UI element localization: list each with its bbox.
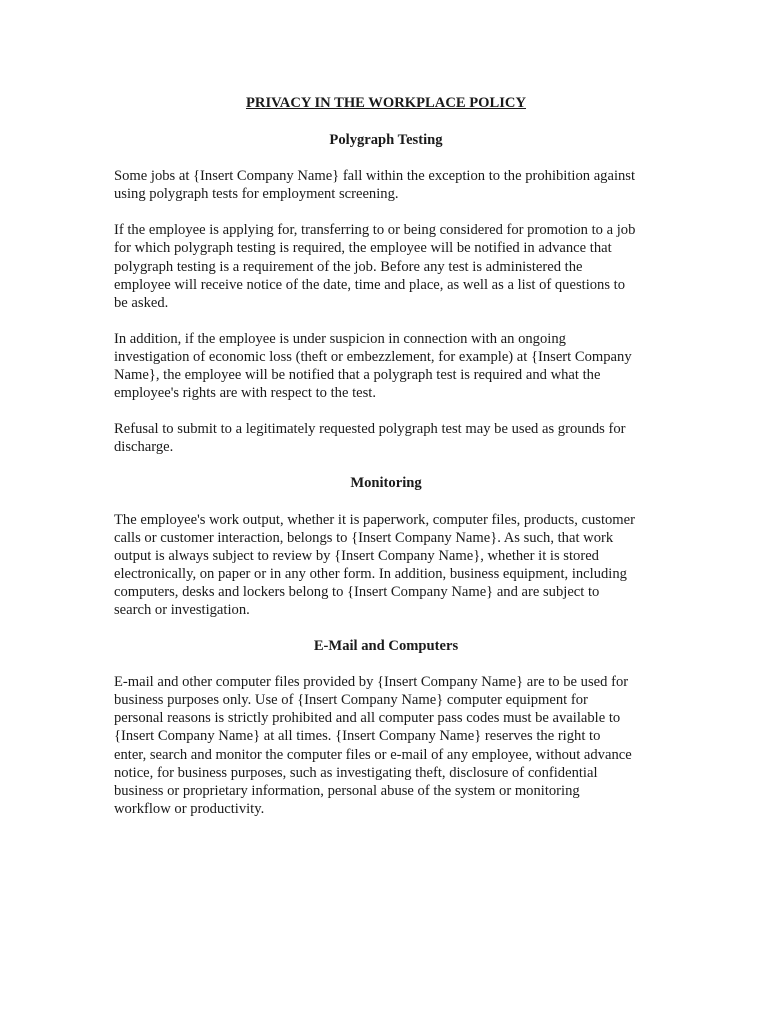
paragraph xyxy=(114,511,658,620)
text-line: notice, for business purposes, such as investigating theft, disclosure of confidential xyxy=(114,764,598,781)
text-line: enter, search and monitor the computer files or e-mail of any employee, without advance xyxy=(114,746,632,763)
text-line: Refusal to submit to a legitimately requested polygraph test may be used as grounds for xyxy=(114,421,626,438)
text-line: The employee's work output, whether it is paperwork, computer files, products, customer xyxy=(114,511,635,528)
document-title: PRIVACY IN THE WORKPLACE POLICY xyxy=(245,95,527,111)
text-line: {Insert Company Name} at all times. {Insert Company Name} reserves the right to xyxy=(114,728,601,745)
paragraph xyxy=(114,420,658,456)
text-line: using polygraph tests for employment screening. xyxy=(114,186,399,203)
text-line: business or proprietary information, personal abuse of the system or monitoring xyxy=(114,782,580,799)
text-line: E-mail and other computer files provided by {Insert Company Name} are to be used for xyxy=(114,674,629,691)
text-line: personal reasons is strictly prohibited and all computer pass codes must be available to xyxy=(114,710,621,727)
text-line: output is always subject to review by {Insert Company Name}, whether it is stored xyxy=(114,547,599,564)
paragraph xyxy=(114,167,658,203)
text-line: employee will receive notice of the date, time and place, as well as a list of questions to xyxy=(114,276,626,293)
paragraph xyxy=(114,673,658,818)
text-line: workflow or productivity. xyxy=(114,800,265,817)
text-line: search or investigation. xyxy=(114,601,250,618)
text-line: If the employee is applying for, transferring to or being considered for promotion to a job xyxy=(114,222,636,239)
section-monitoring xyxy=(114,474,658,619)
text-line: In addition, if the employee is under suspicion in connection with an ongoing xyxy=(114,330,566,347)
text-line: electronically, on paper or in any other form. In addition, business equipment, including xyxy=(114,565,627,582)
section-email-and-computers xyxy=(114,637,658,818)
text-line: polygraph testing is a requirement of the job. Before any test is administered the xyxy=(114,258,583,275)
section-heading: E-Mail and Computers xyxy=(313,638,459,655)
document-body xyxy=(114,94,658,836)
section-heading: Polygraph Testing xyxy=(329,132,443,149)
section-polygraph-testing xyxy=(114,131,658,456)
text-line: investigation of economic loss (theft or embezzlement, for example) at {Insert Company xyxy=(114,348,632,365)
text-line: for which polygraph testing is required, the employee will be notified in advance that xyxy=(114,240,612,257)
text-line: discharge. xyxy=(114,439,174,456)
text-line: Name}, the employee will be notified that a polygraph test is required and what the xyxy=(114,367,601,384)
text-line: employee's rights are with respect to the test. xyxy=(114,385,376,402)
paragraph xyxy=(114,330,658,402)
text-line: calls or customer interaction, belongs to {Insert Company Name}. As such, that work xyxy=(114,529,614,546)
text-line: computers, desks and lockers belong to {Insert Company Name} and are subject to xyxy=(114,583,600,600)
section-heading: Monitoring xyxy=(350,475,422,492)
paragraph xyxy=(114,221,658,311)
text-line: Some jobs at {Insert Company Name} fall within the exception to the prohibition against xyxy=(114,168,636,185)
text-line: business purposes only. Use of {Insert Company Name} computer equipment for xyxy=(114,692,588,709)
text-line: be asked. xyxy=(114,294,169,311)
